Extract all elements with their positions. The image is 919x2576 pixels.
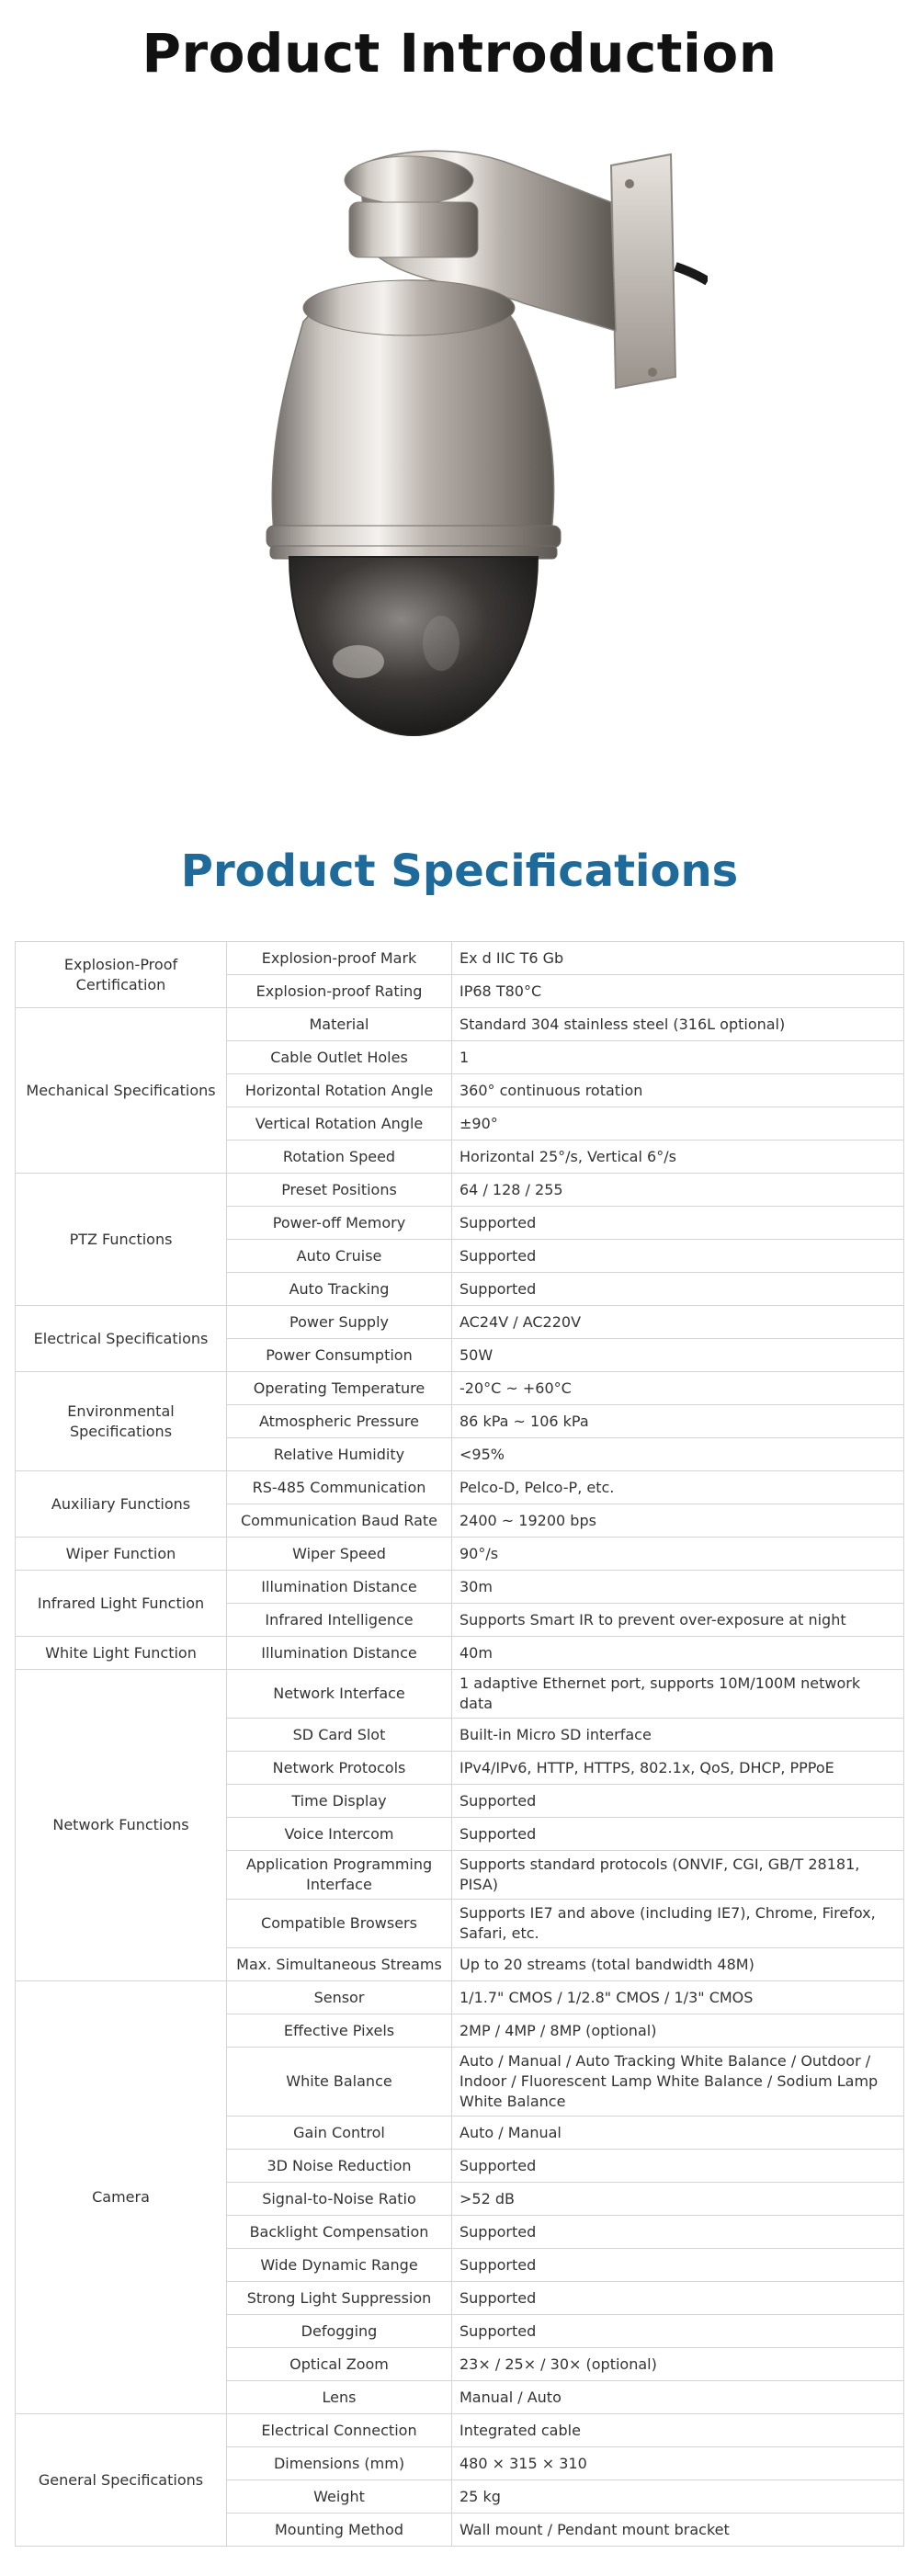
spec-item: Gain Control (227, 2116, 452, 2150)
spec-item: Communication Baud Rate (227, 1504, 452, 1538)
spec-value: AC24V / AC220V (452, 1306, 904, 1339)
spec-category: Wiper Function (16, 1538, 227, 1571)
spec-value: 1/1.7" CMOS / 1/2.8" CMOS / 1/3" CMOS (452, 1981, 904, 2014)
spec-value: Standard 304 stainless steel (316L optional) (452, 1008, 904, 1041)
explosion-proof-ptz-camera-illustration (248, 147, 708, 754)
spec-value: 2MP / 4MP / 8MP (optional) (452, 2014, 904, 2048)
spec-category: Auxiliary Functions (16, 1471, 227, 1538)
spec-value: >52 dB (452, 2183, 904, 2216)
spec-value: 30m (452, 1571, 904, 1604)
spec-row (16, 1981, 904, 2014)
spec-row (16, 1571, 904, 1604)
spec-row (16, 1670, 904, 1719)
spec-value: Built-in Micro SD interface (452, 1719, 904, 1752)
spec-item: White Balance (227, 2048, 452, 2116)
spec-value: 90°/s (452, 1538, 904, 1571)
spec-value: 25 kg (452, 2480, 904, 2514)
spec-item: Atmospheric Pressure (227, 1405, 452, 1438)
spec-category: Network Functions (16, 1670, 227, 1981)
spec-row (16, 1174, 904, 1207)
spec-value: ±90° (452, 1107, 904, 1140)
spec-item: Power Consumption (227, 1339, 452, 1372)
spec-value: Supported (452, 2150, 904, 2183)
spec-item: Material (227, 1008, 452, 1041)
spec-value: Integrated cable (452, 2414, 904, 2447)
spec-item: Operating Temperature (227, 1372, 452, 1405)
spec-value: 360° continuous rotation (452, 1074, 904, 1107)
spec-value: Supported (452, 2315, 904, 2348)
spec-category: Camera (16, 1981, 227, 2414)
spec-value: Supported (452, 1240, 904, 1273)
spec-value: Supported (452, 2249, 904, 2282)
spec-item: Effective Pixels (227, 2014, 452, 2048)
spec-item: Explosion-proof Rating (227, 975, 452, 1008)
spec-value: Supported (452, 1818, 904, 1851)
spec-item: Vertical Rotation Angle (227, 1107, 452, 1140)
spec-value: Ex d IIC T6 Gb (452, 942, 904, 975)
spec-value: 40m (452, 1637, 904, 1670)
spec-value: IPv4/IPv6, HTTP, HTTPS, 802.1x, QoS, DHCP, PPPoE (452, 1752, 904, 1785)
spec-item: SD Card Slot (227, 1719, 452, 1752)
spec-value: -20°C ~ +60°C (452, 1372, 904, 1405)
spec-item: Mounting Method (227, 2514, 452, 2547)
spec-value: Supports IE7 and above (including IE7), Chrome, Firefox, Safari, etc. (452, 1900, 904, 1948)
spec-category: PTZ Functions (16, 1174, 227, 1306)
spec-item: Time Display (227, 1785, 452, 1818)
spec-item: Optical Zoom (227, 2348, 452, 2381)
spec-item: Backlight Compensation (227, 2216, 452, 2249)
spec-value: Pelco-D, Pelco-P, etc. (452, 1471, 904, 1504)
spec-row (16, 1372, 904, 1405)
spec-category: Explosion-Proof Certification (16, 942, 227, 1008)
spec-value: 23× / 25× / 30× (optional) (452, 2348, 904, 2381)
spec-value: Supports Smart IR to prevent over-exposure at night (452, 1604, 904, 1637)
spec-row (16, 1306, 904, 1339)
spec-row (16, 2414, 904, 2447)
spec-item: Defogging (227, 2315, 452, 2348)
spec-item: Infrared Intelligence (227, 1604, 452, 1637)
spec-category: Environmental Specifications (16, 1372, 227, 1471)
spec-title: Product Specifications (180, 845, 739, 897)
spec-item: Preset Positions (227, 1174, 452, 1207)
spec-table (15, 941, 904, 2547)
spec-item: Relative Humidity (227, 1438, 452, 1471)
spec-item: Auto Cruise (227, 1240, 452, 1273)
spec-value: Wall mount / Pendant mount bracket (452, 2514, 904, 2547)
spec-item: Wiper Speed (227, 1538, 452, 1571)
spec-table-body (16, 942, 904, 2547)
spec-item: RS-485 Communication (227, 1471, 452, 1504)
spec-value: Supported (452, 2216, 904, 2249)
spec-value: Up to 20 streams (total bandwidth 48M) (452, 1948, 904, 1981)
spec-row (16, 942, 904, 975)
spec-item: Auto Tracking (227, 1273, 452, 1306)
spec-value: Auto / Manual / Auto Tracking White Balance / Outdoor / Indoor / Fluorescent Lamp White Balance / Sodium Lamp White Balance (452, 2048, 904, 2116)
spec-item: Explosion-proof Mark (227, 942, 452, 975)
spec-item: Electrical Connection (227, 2414, 452, 2447)
spec-category: Electrical Specifications (16, 1306, 227, 1372)
spec-item: Rotation Speed (227, 1140, 452, 1174)
spec-item: Voice Intercom (227, 1818, 452, 1851)
spec-item: Sensor (227, 1981, 452, 2014)
spec-value: Supports standard protocols (ONVIF, CGI, GB/T 28181, PISA) (452, 1851, 904, 1900)
spec-value: IP68 T80°C (452, 975, 904, 1008)
spec-item: Weight (227, 2480, 452, 2514)
spec-item: Illumination Distance (227, 1637, 452, 1670)
spec-item: Power-off Memory (227, 1207, 452, 1240)
spec-row (16, 1008, 904, 1041)
spec-item: Dimensions (mm) (227, 2447, 452, 2480)
spec-value: Manual / Auto (452, 2381, 904, 2414)
spec-item: Horizontal Rotation Angle (227, 1074, 452, 1107)
spec-value: Auto / Manual (452, 2116, 904, 2150)
spec-item: Application Programming Interface (227, 1851, 452, 1900)
spec-value: 480 × 315 × 310 (452, 2447, 904, 2480)
spec-category: Infrared Light Function (16, 1571, 227, 1637)
spec-value: 86 kPa ~ 106 kPa (452, 1405, 904, 1438)
spec-value: 64 / 128 / 255 (452, 1174, 904, 1207)
spec-category: General Specifications (16, 2414, 227, 2547)
spec-value: 50W (452, 1339, 904, 1372)
spec-item: Cable Outlet Holes (227, 1041, 452, 1074)
spec-value: <95% (452, 1438, 904, 1471)
product-image (248, 147, 708, 754)
spec-category: White Light Function (16, 1637, 227, 1670)
spec-row (16, 1471, 904, 1504)
spec-category: Mechanical Specifications (16, 1008, 227, 1174)
spec-value: Supported (452, 1273, 904, 1306)
spec-value: Supported (452, 2282, 904, 2315)
spec-item: 3D Noise Reduction (227, 2150, 452, 2183)
spec-item: Compatible Browsers (227, 1900, 452, 1948)
spec-value: 1 (452, 1041, 904, 1074)
spec-value: Supported (452, 1207, 904, 1240)
spec-item: Strong Light Suppression (227, 2282, 452, 2315)
spec-item: Wide Dynamic Range (227, 2249, 452, 2282)
spec-item: Signal-to-Noise Ratio (227, 2183, 452, 2216)
spec-row (16, 1538, 904, 1571)
spec-value: Supported (452, 1785, 904, 1818)
spec-item: Lens (227, 2381, 452, 2414)
spec-item: Network Interface (227, 1670, 452, 1719)
spec-value: 2400 ~ 19200 bps (452, 1504, 904, 1538)
spec-row (16, 1637, 904, 1670)
spec-item: Network Protocols (227, 1752, 452, 1785)
page-title: Product Introduction (142, 22, 777, 85)
spec-item: Power Supply (227, 1306, 452, 1339)
spec-value: 1 adaptive Ethernet port, supports 10M/100M network data (452, 1670, 904, 1719)
spec-item: Illumination Distance (227, 1571, 452, 1604)
spec-value: Horizontal 25°/s, Vertical 6°/s (452, 1140, 904, 1174)
spec-item: Max. Simultaneous Streams (227, 1948, 452, 1981)
